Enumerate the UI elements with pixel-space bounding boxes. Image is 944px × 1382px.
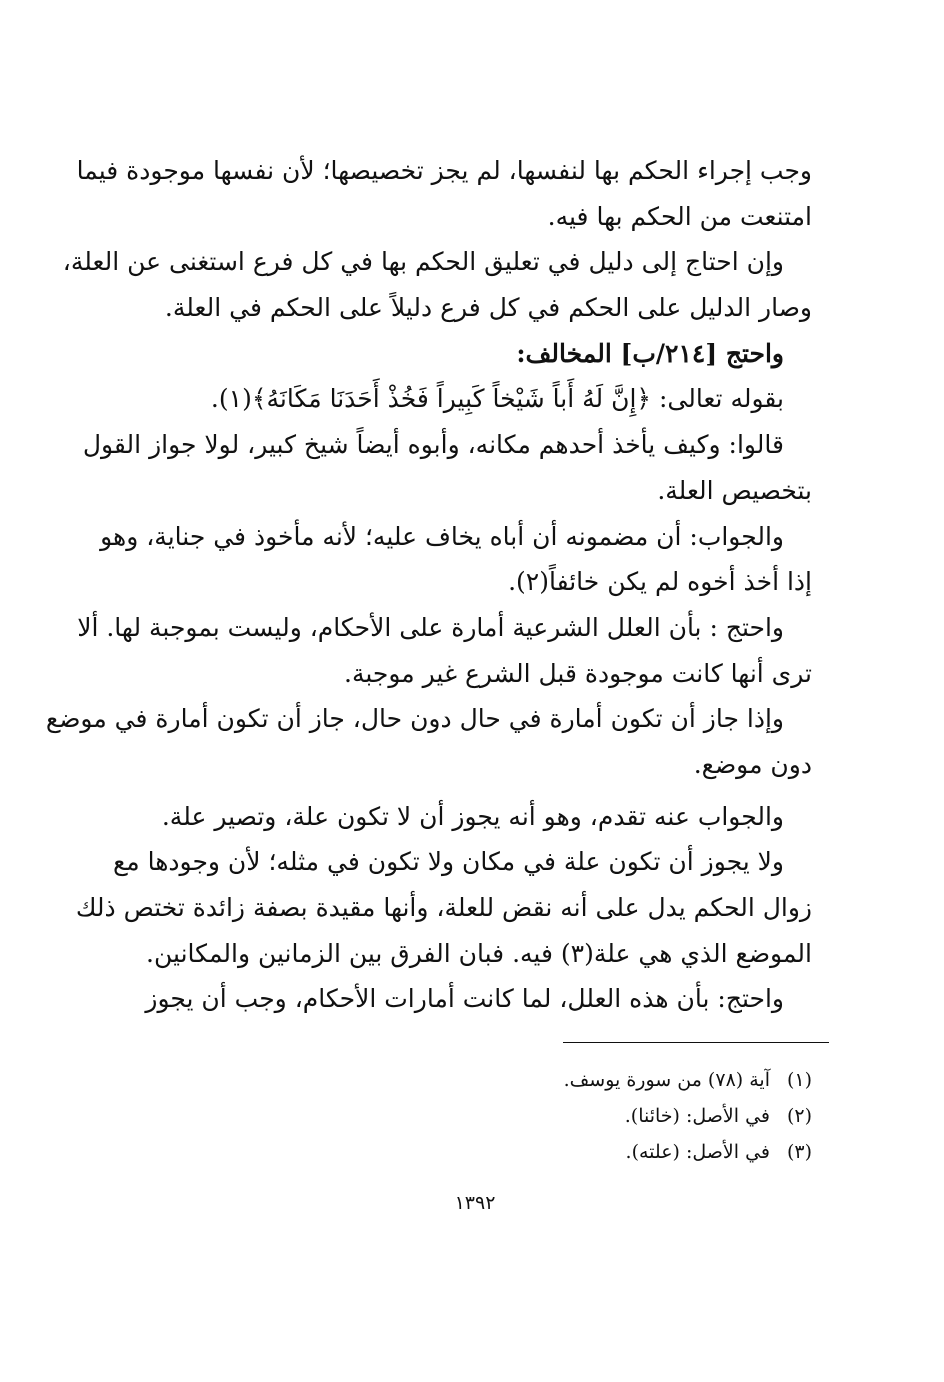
text-line-12: ترى أنها كانت موجودة قبل الشرع غير موجبة. xyxy=(344,658,812,688)
main-text xyxy=(45,148,812,1022)
section-heading: واحتج [٢١٤/ب] المخالف: xyxy=(516,338,784,368)
footnote-text: في الأصل: (خائنا). xyxy=(624,1105,770,1127)
text-line-18: الموضع الذي هي علة(٣) فيه. فبان الفرق بين الزمانين والمكانين. xyxy=(146,938,812,968)
text-line-7: قالوا: وكيف يأخذ أحدهم مكانه، وأبوه أيضاً شيخ كبير، لولا جواز القول xyxy=(82,430,784,460)
text-line-17: زوال الحكم يدل على أنه نقض للعلة، وأنها مقيدة بصفة زائدة تختص ذلك xyxy=(75,893,812,922)
footnote-number: (١) xyxy=(786,1069,812,1091)
text-line-9: والجواب: أن مضمونه أن أباه يخاف عليه؛ لأنه مأخوذ في جناية، وهو xyxy=(100,521,784,551)
text-line-15: والجواب عنه تقدم، وهو أنه يجوز أن لا تكون علة، وتصير علة. xyxy=(161,801,784,831)
footnote-item xyxy=(400,1134,812,1170)
text-line-16: ولا يجوز أن تكون علة في مكان ولا تكون في مثله؛ لأن وجودها مع xyxy=(112,847,784,877)
text-line-13: وإذا جاز أن تكون أمارة في حال دون حال، جاز أن تكون أمارة في موضع xyxy=(45,704,784,734)
page-number: ١٣٩٢ xyxy=(454,1192,496,1214)
footnote-number: (٢) xyxy=(786,1105,812,1127)
footnote-number: (٣) xyxy=(786,1141,812,1163)
footnote-item xyxy=(400,1062,812,1098)
footnote-divider xyxy=(563,1042,829,1043)
text-line-8: بتخصيص العلة. xyxy=(657,475,812,505)
footnotes xyxy=(400,1062,812,1170)
footnote-text: في الأصل: (علته). xyxy=(625,1141,770,1163)
footnote-item xyxy=(400,1098,812,1134)
text-line-4: وصار الدليل على الحكم في كل فرع دليلاً على الحكم في العلة. xyxy=(164,293,812,323)
text-line-10: إذا أخذ أخوه لم يكن خائفاً(٢). xyxy=(508,567,812,597)
text-line-3: وإن احتاج إلى دليل في تعليق الحكم بها في كل فرع استغنى عن العلة، xyxy=(62,247,784,277)
text-line-1: وجب إجراء الحكم بها لنفسها، لم يجز تخصيصها؛ لأن نفسها موجودة فيما xyxy=(76,156,812,185)
text-line-19: واحتج: بأن هذه العلل، لما كانت أمارات الأحكام، وجب أن يجوز xyxy=(145,984,784,1014)
text-line-14: دون موضع. xyxy=(693,749,812,779)
text-line-11: واحتج : بأن العلل الشرعية أمارة على الأحكام، وليست بموجبة لها. ألا xyxy=(77,612,784,642)
footnote-text: آية (٧٨) من سورة يوسف. xyxy=(563,1069,770,1091)
text-line-2: امتنعت من الحكم بها فيه. xyxy=(547,201,812,231)
quran-quote-line: بقوله تعالى: ﴿إِنَّ لَهُ أَباً شَيْخاً كَبِيراً فَخُذْ أَحَدَنَا مَكَانَهُ﴾(١). xyxy=(210,384,784,414)
